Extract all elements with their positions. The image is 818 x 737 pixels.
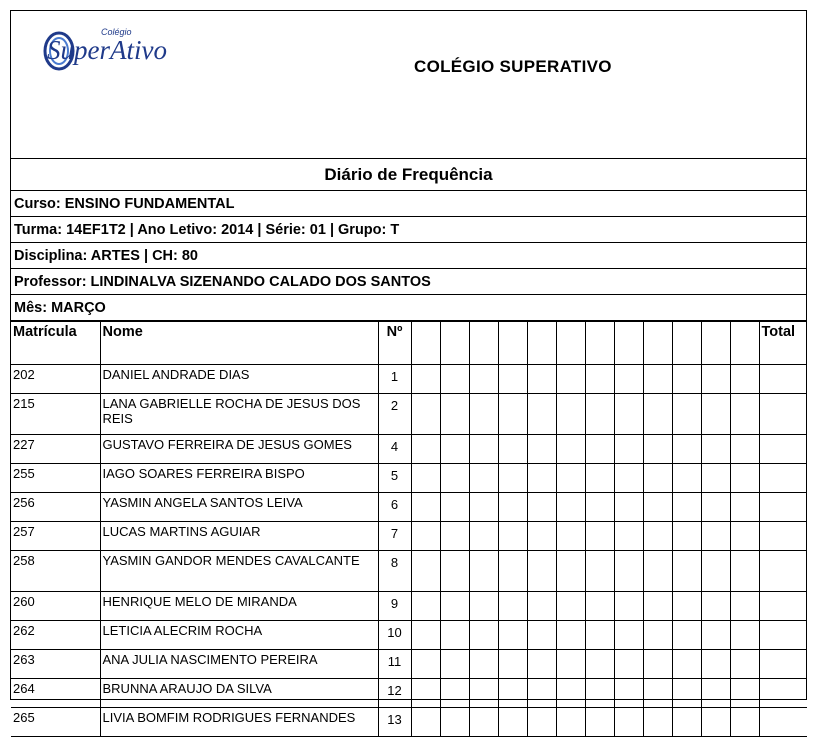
attendance-cell bbox=[614, 365, 643, 394]
nome-cell: LETICIA ALECRIM ROCHA bbox=[100, 621, 378, 650]
attendance-cell bbox=[614, 708, 643, 737]
attendance-cell bbox=[643, 493, 672, 522]
attendance-cell bbox=[411, 679, 440, 708]
nome-cell: IAGO SOARES FERREIRA BISPO bbox=[100, 464, 378, 493]
attendance-cell bbox=[498, 522, 527, 551]
attendance-cell bbox=[498, 621, 527, 650]
attendance-cell bbox=[672, 464, 701, 493]
attendance-cell bbox=[527, 650, 556, 679]
attendance-cell bbox=[701, 650, 730, 679]
attendance-cell bbox=[585, 522, 614, 551]
attendance-cell bbox=[672, 650, 701, 679]
total-cell bbox=[759, 551, 807, 592]
attendance-cell bbox=[411, 551, 440, 592]
day-cell bbox=[440, 322, 469, 365]
attendance-cell bbox=[643, 592, 672, 621]
attendance-cell bbox=[585, 650, 614, 679]
day-cell bbox=[643, 322, 672, 365]
total-cell bbox=[759, 394, 807, 435]
matricula-cell: 262 bbox=[11, 621, 100, 650]
day-cell bbox=[498, 322, 527, 365]
nome-cell: LIVIA BOMFIM RODRIGUES FERNANDES bbox=[100, 708, 378, 737]
attendance-cell bbox=[730, 394, 759, 435]
attendance-cell bbox=[614, 394, 643, 435]
attendance-cell bbox=[469, 551, 498, 592]
attendance-cell bbox=[498, 551, 527, 592]
attendance-cell bbox=[527, 621, 556, 650]
numero-cell: 13 bbox=[378, 708, 411, 737]
attendance-cell bbox=[672, 679, 701, 708]
attendance-cell bbox=[730, 650, 759, 679]
attendance-cell bbox=[585, 592, 614, 621]
info-disciplina: Disciplina: ARTES | CH: 80 bbox=[11, 243, 806, 269]
total-cell bbox=[759, 708, 807, 737]
total-cell bbox=[759, 435, 807, 464]
numero-cell: 10 bbox=[378, 621, 411, 650]
nome-cell: GUSTAVO FERREIRA DE JESUS GOMES bbox=[100, 435, 378, 464]
nome-cell: LANA GABRIELLE ROCHA DE JESUS DOS REIS bbox=[100, 394, 378, 435]
nome-cell: BRUNNA ARAUJO DA SILVA bbox=[100, 679, 378, 708]
attendance-cell bbox=[440, 592, 469, 621]
attendance-cell bbox=[701, 522, 730, 551]
attendance-cell bbox=[730, 435, 759, 464]
table-row bbox=[11, 650, 807, 679]
numero-cell: 2 bbox=[378, 394, 411, 435]
attendance-cell bbox=[527, 394, 556, 435]
attendance-cell bbox=[643, 522, 672, 551]
attendance-cell bbox=[469, 621, 498, 650]
matricula-cell: 260 bbox=[11, 592, 100, 621]
numero-cell: 12 bbox=[378, 679, 411, 708]
attendance-cell bbox=[527, 592, 556, 621]
attendance-cell bbox=[498, 493, 527, 522]
attendance-cell bbox=[469, 493, 498, 522]
matricula-cell: 265 bbox=[11, 708, 100, 737]
day-cell bbox=[701, 322, 730, 365]
attendance-cell bbox=[643, 650, 672, 679]
attendance-cell bbox=[701, 493, 730, 522]
attendance-cell bbox=[643, 394, 672, 435]
total-cell bbox=[759, 621, 807, 650]
attendance-cell bbox=[440, 621, 469, 650]
table-row bbox=[11, 394, 807, 435]
attendance-cell bbox=[469, 650, 498, 679]
attendance-cell bbox=[440, 679, 469, 708]
numero-cell: 4 bbox=[378, 435, 411, 464]
attendance-cell bbox=[643, 621, 672, 650]
attendance-cell bbox=[672, 592, 701, 621]
attendance-cell bbox=[440, 493, 469, 522]
attendance-cell bbox=[614, 592, 643, 621]
nome-cell: HENRIQUE MELO DE MIRANDA bbox=[100, 592, 378, 621]
attendance-cell bbox=[585, 435, 614, 464]
attendance-cell bbox=[585, 551, 614, 592]
svg-text:Colégio: Colégio bbox=[101, 27, 132, 37]
table-header-row bbox=[11, 322, 807, 365]
day-cell bbox=[672, 322, 701, 365]
attendance-cell bbox=[440, 464, 469, 493]
attendance-cell bbox=[556, 522, 585, 551]
attendance-cell bbox=[730, 708, 759, 737]
matricula-cell: 202 bbox=[11, 365, 100, 394]
day-cell bbox=[527, 322, 556, 365]
table-row bbox=[11, 365, 807, 394]
col-total: Total bbox=[759, 322, 807, 365]
attendance-cell bbox=[730, 592, 759, 621]
info-turma: Turma: 14EF1T2 | Ano Letivo: 2014 | Série: 01 | Grupo: T bbox=[11, 217, 806, 243]
attendance-cell bbox=[498, 365, 527, 394]
day-cell bbox=[469, 322, 498, 365]
attendance-cell bbox=[556, 435, 585, 464]
info-professor: Professor: LINDINALVA SIZENANDO CALADO DOS SANTOS bbox=[11, 269, 806, 295]
attendance-cell bbox=[440, 522, 469, 551]
attendance-cell bbox=[498, 464, 527, 493]
attendance-cell bbox=[730, 493, 759, 522]
total-cell bbox=[759, 365, 807, 394]
attendance-cell bbox=[527, 522, 556, 551]
attendance-cell bbox=[585, 708, 614, 737]
attendance-cell bbox=[730, 522, 759, 551]
numero-cell: 9 bbox=[378, 592, 411, 621]
attendance-cell bbox=[672, 394, 701, 435]
matricula-cell: 255 bbox=[11, 464, 100, 493]
attendance-cell bbox=[672, 365, 701, 394]
attendance-cell bbox=[701, 551, 730, 592]
day-cell bbox=[411, 322, 440, 365]
attendance-cell bbox=[440, 365, 469, 394]
numero-cell: 1 bbox=[378, 365, 411, 394]
table-row bbox=[11, 464, 807, 493]
attendance-cell bbox=[411, 464, 440, 493]
attendance-cell bbox=[556, 551, 585, 592]
numero-cell: 5 bbox=[378, 464, 411, 493]
attendance-cell bbox=[556, 365, 585, 394]
attendance-cell bbox=[614, 493, 643, 522]
matricula-cell: 257 bbox=[11, 522, 100, 551]
attendance-cell bbox=[556, 679, 585, 708]
attendance-cell bbox=[440, 435, 469, 464]
matricula-cell: 215 bbox=[11, 394, 100, 435]
attendance-cell bbox=[730, 365, 759, 394]
total-cell bbox=[759, 592, 807, 621]
attendance-cell bbox=[498, 708, 527, 737]
matricula-cell: 264 bbox=[11, 679, 100, 708]
attendance-cell bbox=[701, 679, 730, 708]
attendance-cell bbox=[527, 679, 556, 708]
attendance-cell bbox=[469, 522, 498, 551]
total-cell bbox=[759, 650, 807, 679]
attendance-cell bbox=[498, 435, 527, 464]
attendance-cell bbox=[643, 708, 672, 737]
attendance-cell bbox=[469, 394, 498, 435]
attendance-cell bbox=[527, 551, 556, 592]
nome-cell: YASMIN GANDOR MENDES CAVALCANTE bbox=[100, 551, 378, 592]
attendance-cell bbox=[585, 621, 614, 650]
attendance-cell bbox=[585, 365, 614, 394]
attendance-cell bbox=[469, 365, 498, 394]
attendance-cell bbox=[643, 464, 672, 493]
nome-cell: YASMIN ANGELA SANTOS LEIVA bbox=[100, 493, 378, 522]
attendance-cell bbox=[411, 592, 440, 621]
attendance-cell bbox=[469, 435, 498, 464]
attendance-cell bbox=[411, 493, 440, 522]
attendance-cell bbox=[498, 592, 527, 621]
attendance-cell bbox=[469, 679, 498, 708]
attendance-cell bbox=[701, 464, 730, 493]
attendance-cell bbox=[527, 365, 556, 394]
table-row bbox=[11, 551, 807, 592]
matricula-cell: 256 bbox=[11, 493, 100, 522]
attendance-cell bbox=[556, 464, 585, 493]
sheet-header bbox=[11, 11, 806, 159]
table-row bbox=[11, 679, 807, 708]
numero-cell: 11 bbox=[378, 650, 411, 679]
day-cell bbox=[556, 322, 585, 365]
attendance-cell bbox=[643, 435, 672, 464]
attendance-cell bbox=[527, 435, 556, 464]
day-cell bbox=[730, 322, 759, 365]
attendance-cell bbox=[585, 679, 614, 708]
table-row bbox=[11, 592, 807, 621]
attendance-cell bbox=[498, 394, 527, 435]
attendance-cell bbox=[498, 679, 527, 708]
attendance-cell bbox=[440, 551, 469, 592]
attendance-cell bbox=[469, 464, 498, 493]
total-cell bbox=[759, 679, 807, 708]
attendance-cell bbox=[440, 650, 469, 679]
attendance-cell bbox=[672, 493, 701, 522]
attendance-cell bbox=[614, 464, 643, 493]
attendance-cell bbox=[614, 679, 643, 708]
report-title: Diário de Frequência bbox=[11, 159, 806, 191]
nome-cell: LUCAS MARTINS AGUIAR bbox=[100, 522, 378, 551]
table-row bbox=[11, 493, 807, 522]
attendance-cell bbox=[614, 435, 643, 464]
attendance-cell bbox=[411, 365, 440, 394]
attendance-cell bbox=[556, 708, 585, 737]
attendance-cell bbox=[411, 708, 440, 737]
attendance-cell bbox=[556, 592, 585, 621]
day-cell bbox=[614, 322, 643, 365]
attendance-cell bbox=[643, 679, 672, 708]
matricula-cell: 258 bbox=[11, 551, 100, 592]
attendance-cell bbox=[411, 435, 440, 464]
attendance-cell bbox=[556, 493, 585, 522]
svg-text:SuperAtivo: SuperAtivo bbox=[47, 35, 167, 65]
attendance-cell bbox=[701, 394, 730, 435]
nome-cell: ANA JULIA NASCIMENTO PEREIRA bbox=[100, 650, 378, 679]
attendance-cell bbox=[527, 708, 556, 737]
numero-cell: 8 bbox=[378, 551, 411, 592]
attendance-cell bbox=[585, 493, 614, 522]
attendance-cell bbox=[730, 551, 759, 592]
numero-cell: 6 bbox=[378, 493, 411, 522]
attendance-cell bbox=[469, 592, 498, 621]
nome-cell: DANIEL ANDRADE DIAS bbox=[100, 365, 378, 394]
col-matricula: Matrícula bbox=[11, 322, 100, 365]
attendance-cell bbox=[701, 708, 730, 737]
col-numero: Nº bbox=[378, 322, 411, 365]
attendance-cell bbox=[701, 435, 730, 464]
total-cell bbox=[759, 493, 807, 522]
attendance-cell bbox=[701, 621, 730, 650]
attendance-cell bbox=[556, 394, 585, 435]
matricula-cell: 263 bbox=[11, 650, 100, 679]
attendance-cell bbox=[614, 522, 643, 551]
attendance-cell bbox=[527, 464, 556, 493]
attendance-cell bbox=[672, 435, 701, 464]
attendance-cell bbox=[643, 551, 672, 592]
attendance-cell bbox=[440, 394, 469, 435]
attendance-cell bbox=[556, 650, 585, 679]
attendance-cell bbox=[701, 365, 730, 394]
attendance-cell bbox=[672, 621, 701, 650]
attendance-cell bbox=[701, 592, 730, 621]
attendance-cell bbox=[498, 650, 527, 679]
attendance-cell bbox=[730, 464, 759, 493]
attendance-cell bbox=[730, 679, 759, 708]
total-cell bbox=[759, 522, 807, 551]
day-cell bbox=[585, 322, 614, 365]
attendance-cell bbox=[730, 621, 759, 650]
attendance-cell bbox=[614, 650, 643, 679]
attendance-cell bbox=[411, 621, 440, 650]
attendance-cell bbox=[411, 522, 440, 551]
attendance-cell bbox=[411, 650, 440, 679]
school-name: COLÉGIO SUPERATIVO bbox=[414, 57, 612, 76]
attendance-cell bbox=[614, 551, 643, 592]
col-nome: Nome bbox=[100, 322, 378, 365]
info-mes: Mês: MARÇO bbox=[11, 295, 806, 321]
table-row bbox=[11, 708, 807, 737]
total-cell bbox=[759, 464, 807, 493]
school-logo bbox=[41, 21, 216, 81]
attendance-cell bbox=[469, 708, 498, 737]
attendance-cell bbox=[614, 621, 643, 650]
attendance-cell bbox=[585, 464, 614, 493]
matricula-cell: 227 bbox=[11, 435, 100, 464]
attendance-cell bbox=[585, 394, 614, 435]
table-row bbox=[11, 435, 807, 464]
numero-cell: 7 bbox=[378, 522, 411, 551]
attendance-cell bbox=[672, 708, 701, 737]
table-row bbox=[11, 621, 807, 650]
attendance-cell bbox=[556, 621, 585, 650]
attendance-cell bbox=[411, 394, 440, 435]
attendance-sheet bbox=[10, 10, 807, 727]
attendance-cell bbox=[672, 522, 701, 551]
attendance-cell bbox=[672, 551, 701, 592]
attendance-cell bbox=[527, 493, 556, 522]
info-curso: Curso: ENSINO FUNDAMENTAL bbox=[11, 191, 806, 217]
attendance-table bbox=[11, 321, 807, 737]
attendance-cell bbox=[440, 708, 469, 737]
table-row bbox=[11, 522, 807, 551]
attendance-cell bbox=[643, 365, 672, 394]
